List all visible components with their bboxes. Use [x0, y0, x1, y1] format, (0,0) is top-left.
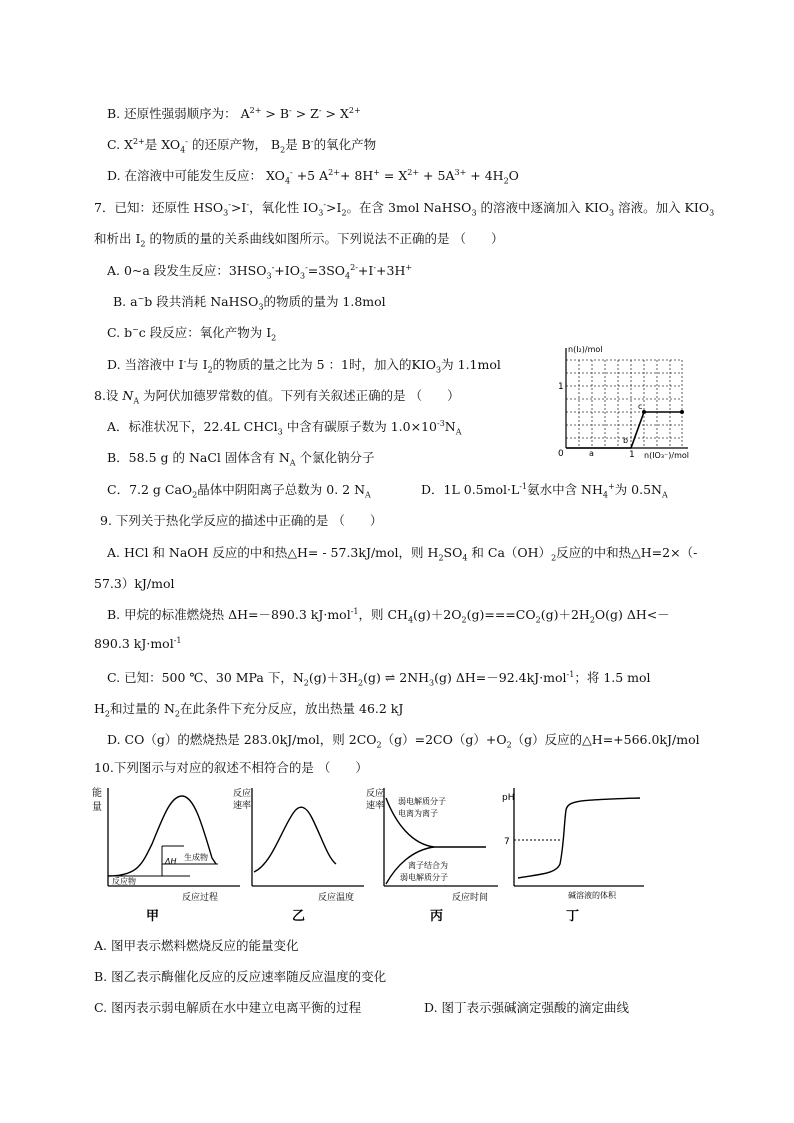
- text: A. 0~a 段发生反应：3HSO: [107, 263, 267, 278]
- text: B. a: [113, 294, 138, 309]
- text: 7．已知：还原性 HSO: [94, 200, 224, 215]
- text: = X: [379, 168, 408, 183]
- text: + 5A: [419, 168, 455, 183]
- sub: A: [455, 427, 462, 437]
- sub: 2: [535, 615, 541, 625]
- sub: 3: [709, 208, 715, 218]
- sup: -1: [350, 606, 359, 616]
- q7-ylabel: n(I₂)/mol: [568, 345, 603, 354]
- text: 8.设: [94, 388, 123, 403]
- text: 氨水中含 NH: [527, 482, 603, 497]
- text: (g)===CO: [466, 607, 536, 622]
- titration-curve: [518, 798, 640, 878]
- q7-point-a: a: [589, 449, 594, 458]
- sup: +: [607, 481, 615, 491]
- text: 的物质的量为 1.8mol: [263, 294, 386, 309]
- figure-jia: [90, 784, 250, 924]
- text: O: [508, 168, 519, 183]
- ding-ph7: 7: [504, 837, 510, 847]
- sup: -: [318, 105, 322, 115]
- sub: 2: [174, 709, 181, 719]
- sup: ~: [137, 293, 145, 303]
- ding-caption: 丁: [566, 909, 580, 924]
- text: =3SO: [307, 263, 346, 278]
- text: > Z: [291, 106, 319, 121]
- text: 和析出 I: [94, 231, 141, 246]
- sub: 2: [357, 678, 364, 688]
- text: C．7.2 g CaO: [107, 482, 193, 497]
- text: 与 I: [186, 357, 208, 372]
- text: 溶液。加入 KIO: [614, 200, 710, 215]
- yi-ylabel-1: 反应: [233, 789, 252, 799]
- figure-ding: [500, 784, 650, 924]
- text: C. b: [107, 325, 133, 340]
- sup: 2+: [328, 167, 340, 177]
- bing-xlabel: 反应时间: [452, 893, 489, 903]
- sup: 2+: [407, 167, 420, 177]
- sub: 3: [223, 208, 229, 218]
- yi-ylabel-2: 速率: [233, 801, 252, 811]
- q9-option-a-line2: 57.3）kJ/mol: [94, 576, 175, 591]
- yi-xlabel: 反应温度: [318, 893, 355, 903]
- q7-xlabel: n(IO₃⁻)/mol: [644, 451, 690, 460]
- sub: 2: [271, 333, 277, 343]
- text: > X: [321, 106, 349, 121]
- q7-option-a: [107, 261, 412, 279]
- sub: 2: [461, 615, 467, 625]
- sup: +: [405, 262, 413, 272]
- sub: 2: [503, 176, 509, 186]
- q7-origin: 0: [558, 449, 564, 459]
- sup: -: [185, 136, 188, 146]
- q9-option-b-line2: [94, 636, 182, 651]
- text: (g) ΔH=－92.4kJ·mol: [434, 670, 567, 685]
- sub: 3: [318, 208, 324, 218]
- text: B．58.5 g 的 NaCl 固体含有 N: [107, 450, 290, 465]
- sub: 3: [266, 271, 272, 281]
- q7-point-b: b: [623, 436, 629, 445]
- text: >I: [326, 200, 342, 215]
- bing-lower-2: 弱电解质分子: [400, 873, 448, 882]
- q8-option-c: [107, 480, 371, 498]
- q9-option-a-line1: [107, 543, 697, 561]
- text: O(g) ΔH<－: [594, 607, 670, 622]
- text: 为 1.1mol: [441, 357, 501, 372]
- sub: 2: [104, 709, 110, 719]
- italic-n: N: [122, 388, 134, 403]
- text: SO: [443, 545, 463, 560]
- sup: -: [183, 356, 187, 366]
- q9-stem: 9. 下列关于热化学反应的描述中正确的是 （ ）: [100, 513, 383, 528]
- jia-dh: ΔH: [165, 857, 177, 866]
- sub: 2: [341, 208, 347, 218]
- text: 在此条件下充分反应，放出热量 46.2 kJ: [180, 701, 404, 716]
- text: > B: [261, 106, 290, 121]
- jia-ylabel-1: 能: [92, 788, 102, 799]
- sub: 4: [407, 615, 414, 625]
- text: +IO: [274, 263, 300, 278]
- q10-option-a: A. 图甲表示燃料燃烧反应的能量变化: [94, 938, 299, 953]
- text: （g）=2CO（g）+O: [381, 732, 507, 747]
- text: （g）反应的△H=+566.0kJ/mol: [511, 732, 700, 747]
- text: B. 还原性强弱顺序为： A: [107, 106, 250, 121]
- sub: 2: [438, 553, 444, 563]
- q6-option-d: [107, 166, 519, 184]
- bing-upper-1: 弱电解质分子: [398, 797, 446, 806]
- q7-option-c: [107, 323, 276, 341]
- bing-lower-1: 离子结合为: [408, 861, 448, 870]
- point-c: [642, 410, 646, 414]
- q9-option-c-line1: [107, 668, 651, 686]
- bing-upper-2: 电离为离子: [398, 809, 438, 818]
- bing-ylabel-1: 反应: [366, 789, 385, 799]
- q8-option-a: [107, 417, 462, 435]
- figure-yi: [232, 784, 372, 924]
- q9-option-b-line1: [107, 605, 670, 623]
- text: 的物质的量之比为 5 ：1时，加入的KIO: [212, 357, 437, 372]
- sup: -: [323, 199, 327, 209]
- sup: -: [373, 262, 377, 272]
- sup: 2+: [348, 105, 361, 115]
- text: 个氯化钠分子: [295, 450, 375, 465]
- sub: 2: [589, 615, 595, 625]
- sub: 3: [258, 302, 264, 312]
- sub: 2: [140, 239, 146, 249]
- sub: 3: [277, 427, 283, 437]
- q8-stem: [94, 386, 460, 404]
- text: H: [94, 701, 105, 716]
- q10-stem: 10.下列图示与对应的叙述不相符合的是 （ ）: [94, 760, 368, 775]
- sup: -: [305, 262, 308, 272]
- text: 的溶液中逐滴加入 KIO: [476, 200, 610, 215]
- text: 的氧化产物: [313, 137, 377, 152]
- text: b 段共消耗 NaHSO: [144, 294, 259, 309]
- q7-x-tick-1: 1: [629, 450, 635, 460]
- sup: +: [373, 167, 380, 177]
- q7-point-c: c: [638, 402, 643, 411]
- sup: -1: [566, 669, 575, 679]
- text: +3H: [376, 263, 406, 278]
- rate-curve: [254, 807, 336, 872]
- text: (g)＋2H: [540, 607, 590, 622]
- text: 的还原产物， B: [187, 137, 281, 152]
- bing-ylabel-2: 速率: [366, 801, 385, 811]
- text: c 段反应：氧化产物为 I: [138, 325, 272, 340]
- text: >I: [230, 200, 247, 215]
- sup: -3: [436, 418, 445, 428]
- yi-caption: 乙: [292, 909, 306, 924]
- sup: -: [310, 136, 314, 146]
- sub: A: [133, 396, 140, 406]
- text: D. CO（g）的燃烧热是 283.0kJ/mol，则 2CO: [107, 732, 377, 747]
- text: B. 甲烷的标准燃烧热 ΔH=－890.3 kJ·mol: [107, 607, 351, 622]
- text: ；将 1.5 mol: [574, 670, 651, 685]
- q6-option-b: [107, 104, 361, 122]
- q9-option-c-line2: [94, 699, 403, 717]
- q8-option-d: [421, 480, 668, 498]
- q10-option-d: D. 图丁表示强碱滴定强酸的滴定曲线: [424, 1000, 630, 1015]
- text: (g)＋2O: [413, 607, 462, 622]
- text: A. HCl 和 NaOH 反应的中和热△H= - 57.3kJ/mol，则 H: [107, 545, 439, 560]
- text: 。在含 3mol NaHSO: [346, 200, 472, 215]
- jia-caption: 甲: [146, 909, 160, 924]
- text: 反应的中和热△H=2×（-: [556, 545, 698, 560]
- sub: 4: [180, 145, 186, 155]
- text: C. X: [107, 137, 133, 152]
- text: 的物质的量的关系曲线如图所示。下列说法不正确的是 （ ）: [145, 231, 504, 246]
- text: C. 已知：500 ℃、30 MPa 下，N: [107, 670, 304, 685]
- q6-option-c: [107, 135, 376, 153]
- text: + 4H: [466, 168, 504, 183]
- ding-xlabel: 碱溶液的体积: [568, 891, 616, 900]
- sub: 3: [429, 678, 435, 688]
- q7-grid: [566, 360, 682, 448]
- text: N: [444, 419, 456, 434]
- q10-option-c: C. 图丙表示弱电解质在水中建立电离平衡的过程: [94, 1000, 362, 1015]
- figure-bing: [366, 784, 506, 924]
- text: 为阿伏加德罗常数的值。下列有关叙述正确的是 （ ）: [139, 388, 460, 403]
- sub: 2: [280, 145, 286, 155]
- sup: -: [228, 199, 231, 209]
- sub: 4: [284, 176, 291, 186]
- q7-option-b: [113, 292, 386, 310]
- text: 是 B: [285, 137, 311, 152]
- text: 890.3 kJ·mol: [94, 636, 174, 651]
- q7-y-tick-1: 1: [558, 382, 564, 392]
- sup: 2-: [350, 262, 358, 272]
- sup: ~: [132, 324, 139, 334]
- sup: 2+: [132, 136, 145, 146]
- bing-caption: 丙: [430, 909, 444, 924]
- sub: 4: [462, 553, 468, 563]
- text: 和 Ca（OH）: [467, 545, 552, 560]
- text: 中含有碳原子数为 1.0×10: [282, 419, 437, 434]
- text: +I: [357, 263, 374, 278]
- sub: 3: [471, 208, 477, 218]
- jia-product: 生成物: [184, 853, 208, 862]
- ding-ylabel: pH: [502, 793, 515, 803]
- text: + 8H: [339, 168, 374, 183]
- q7-stem-line1: [94, 198, 714, 216]
- sub: 3: [299, 271, 306, 281]
- q7-graph: [556, 342, 704, 460]
- sub: A: [661, 490, 668, 500]
- text: 为 0.5N: [614, 482, 662, 497]
- q7-stem-line2: [94, 229, 503, 247]
- sub: 2: [303, 678, 309, 688]
- sub: 3: [609, 208, 615, 218]
- q10-option-b: B. 图乙表示酶催化反应的反应速率随反应温度的变化: [94, 969, 387, 984]
- sub: 2: [506, 740, 512, 750]
- text: D. 在溶液中可能发生反应： XO: [107, 168, 285, 183]
- sub: 2: [376, 740, 382, 750]
- text: +5 A: [292, 168, 329, 183]
- sup: -: [290, 167, 293, 177]
- text: 晶体中阴阳离子总数为 0. 2 N: [197, 482, 366, 497]
- sup: -1: [173, 635, 182, 645]
- text: (g) ⇌ 2NH: [363, 670, 430, 685]
- text: ，氧化性 IO: [249, 200, 319, 215]
- text: A．标准状况下，22.4L CHCl: [107, 419, 278, 434]
- sup: -: [246, 199, 250, 209]
- sub: 2: [551, 553, 557, 563]
- text: D. 当溶液中 I: [107, 357, 184, 372]
- jia-ylabel-2: 量: [92, 802, 102, 813]
- sub: A: [289, 458, 296, 468]
- curve-end: [680, 410, 684, 414]
- sup: 2+: [249, 105, 262, 115]
- q8-option-b: [107, 448, 375, 466]
- sub: 3: [436, 365, 442, 375]
- text: 和过量的 N: [110, 701, 175, 716]
- text: D．1L 0.5mol·L: [421, 482, 520, 497]
- q7-option-d: [107, 355, 501, 373]
- q9-option-d: [107, 730, 700, 748]
- jia-xlabel: 反应过程: [182, 893, 219, 903]
- sub: A: [365, 490, 371, 500]
- sub: 2: [192, 490, 198, 500]
- jia-reactant: 反应物: [112, 877, 136, 886]
- text: 是 XO: [144, 137, 181, 152]
- sub: 4: [345, 271, 351, 281]
- sub: 2: [207, 365, 213, 375]
- sup: -: [271, 262, 275, 272]
- text: ，则 CH: [358, 607, 408, 622]
- sub: 4: [602, 490, 608, 500]
- text: (g)＋3H: [308, 670, 358, 685]
- sup: 3+: [454, 167, 467, 177]
- sup: -: [289, 105, 292, 115]
- sup: -1: [519, 481, 528, 491]
